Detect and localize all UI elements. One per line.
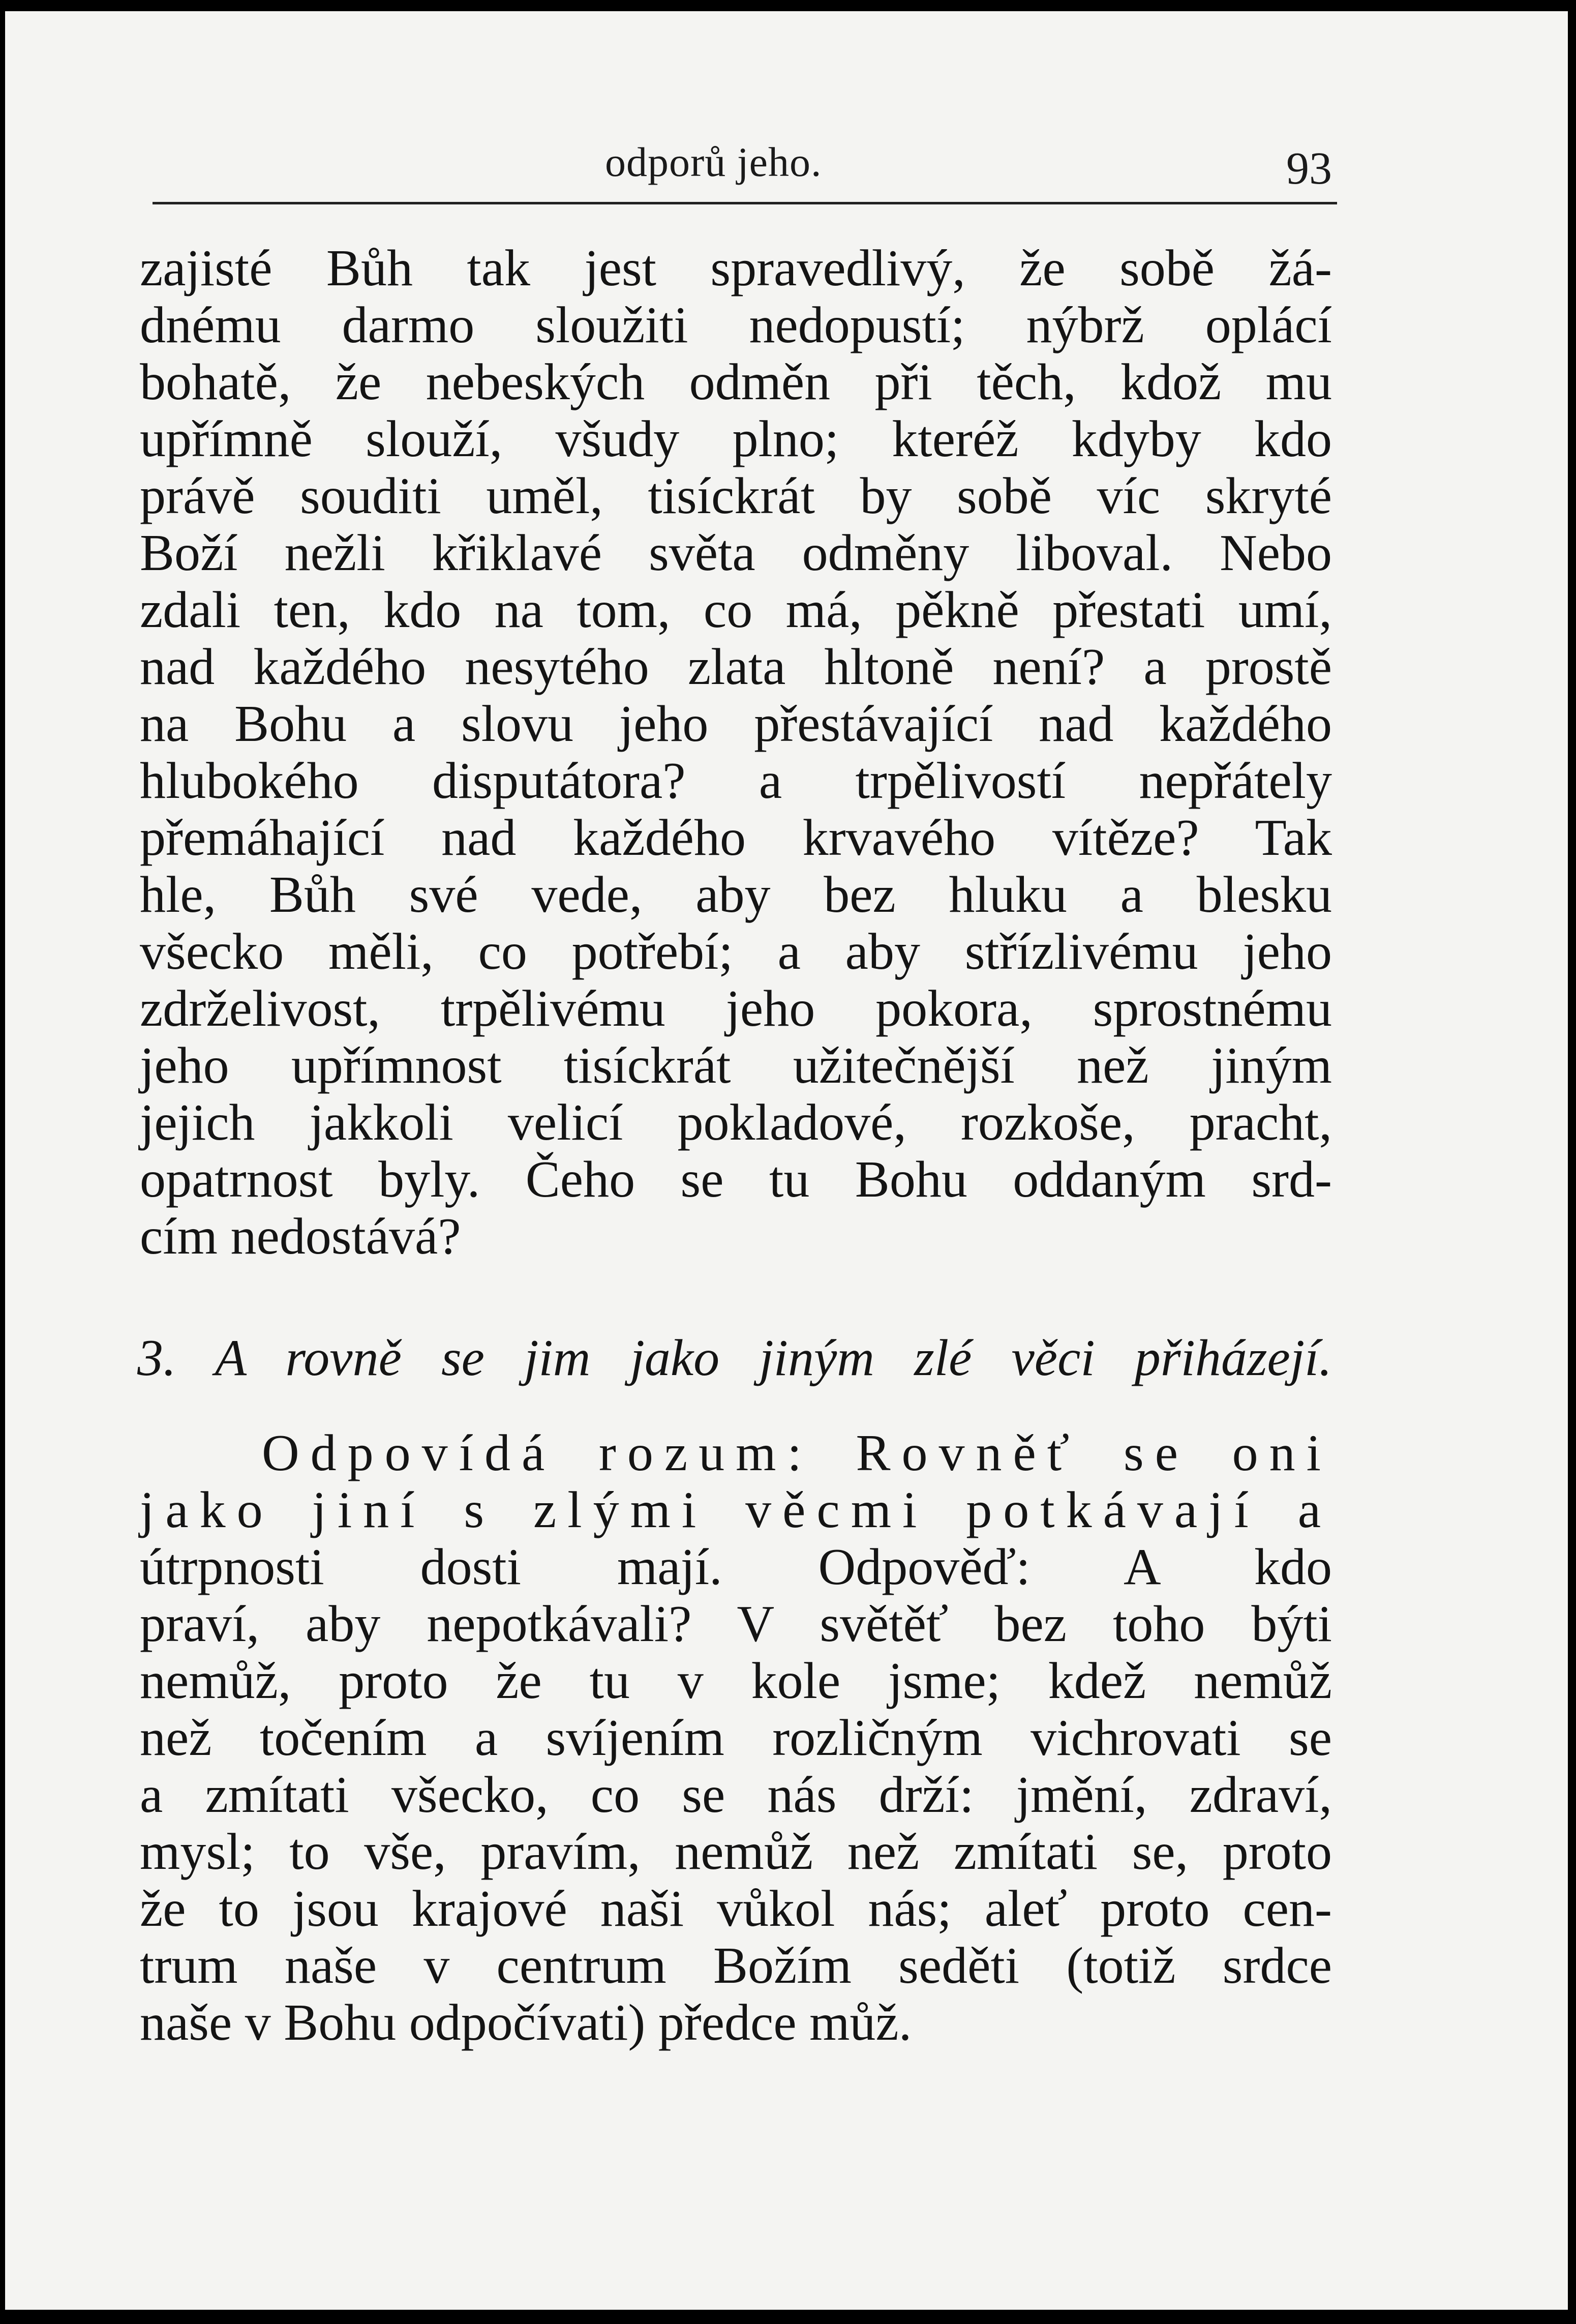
- section-heading: 3. A rovně se jim jako jiným zlé věci přiházejí.: [137, 1329, 1332, 1387]
- text-line: praví, aby nepotkávali? V světěť bez toho býti: [140, 1595, 1332, 1653]
- text-line: hlubokého disputátora? a trpělivostí nepřátely: [140, 752, 1332, 810]
- text-line: a zmítati všecko, co se nás drží: jmění, zdraví,: [140, 1766, 1332, 1824]
- text-line: že to jsou krajové naši vůkol nás; aleť proto cen-: [140, 1880, 1332, 1938]
- text-line: zdali ten, kdo na tom, co má, pěkně přestati umí,: [140, 581, 1332, 639]
- text-line: cím nedostává?: [140, 1208, 461, 1265]
- text-line: všecko měli, co potřebí; a aby střízlivému jeho: [140, 923, 1332, 980]
- text-line: trum naše v centrum Božím seděti (totiž srdce: [140, 1937, 1332, 1994]
- book-page: [5, 11, 1568, 2310]
- text-line: opatrnost byly. Čeho se tu Bohu oddaným srd-: [140, 1151, 1332, 1208]
- text-line: Boží nežli křiklavé světa odměny liboval. Nebo: [140, 524, 1332, 582]
- text-line: útrpnosti dosti mají. Odpověď: A kdo: [140, 1538, 1332, 1596]
- text-line: hle, Bůh své vede, aby bez hluku a blesku: [140, 866, 1332, 923]
- text-line: právě souditi uměl, tisíckrát by sobě víc skryté: [140, 467, 1332, 525]
- header-rule: [153, 202, 1337, 204]
- text-line: naše v Bohu odpočívati) předce můž.: [140, 1994, 912, 2051]
- text-line: nemůž, proto že tu v kole jsme; kdež nemůž: [140, 1652, 1332, 1710]
- text-line: dnému darmo sloužiti nedopustí; nýbrž oplácí: [140, 296, 1332, 354]
- page-number: 93: [1286, 143, 1332, 194]
- running-head: [5, 138, 1568, 199]
- text-line: zdrželivost, trpělivému jeho pokora, sprostnému: [140, 980, 1332, 1037]
- text-line: jeho upřímnost tisíckrát užitečnější než jiným: [140, 1037, 1332, 1094]
- running-title: odporů jeho.: [605, 139, 822, 185]
- text-line: zajisté Bůh tak jest spravedlivý, že sobě žá-: [140, 240, 1332, 297]
- text-line: bohatě, že nebeských odměn při těch, kdož mu: [140, 353, 1332, 411]
- paragraph-1: [140, 240, 1332, 1265]
- text-line: přemáhající nad každého krvavého vítěze? Tak: [140, 809, 1332, 867]
- text-line: upřímně slouží, všudy plno; kteréž kdyby kdo: [140, 410, 1332, 468]
- text-line: než točením a svíjením rozličným vichrovati se: [140, 1709, 1332, 1767]
- paragraph-2: [140, 1425, 1332, 2051]
- text-line: na Bohu a slovu jeho přestávající nad každého: [140, 695, 1332, 753]
- text-line: nad každého nesytého zlata hltoně není? a prostě: [140, 638, 1332, 696]
- text-line: jako jiní s zlými věcmi potkávají a: [140, 1481, 1332, 1539]
- text-line: Odpovídá rozum: Rovněť se oni: [262, 1424, 1332, 1482]
- text-line: jejich jakkoli velicí pokladové, rozkoše, pracht,: [140, 1094, 1332, 1151]
- text-line: mysl; to vše, pravím, nemůž než zmítati se, proto: [140, 1823, 1332, 1881]
